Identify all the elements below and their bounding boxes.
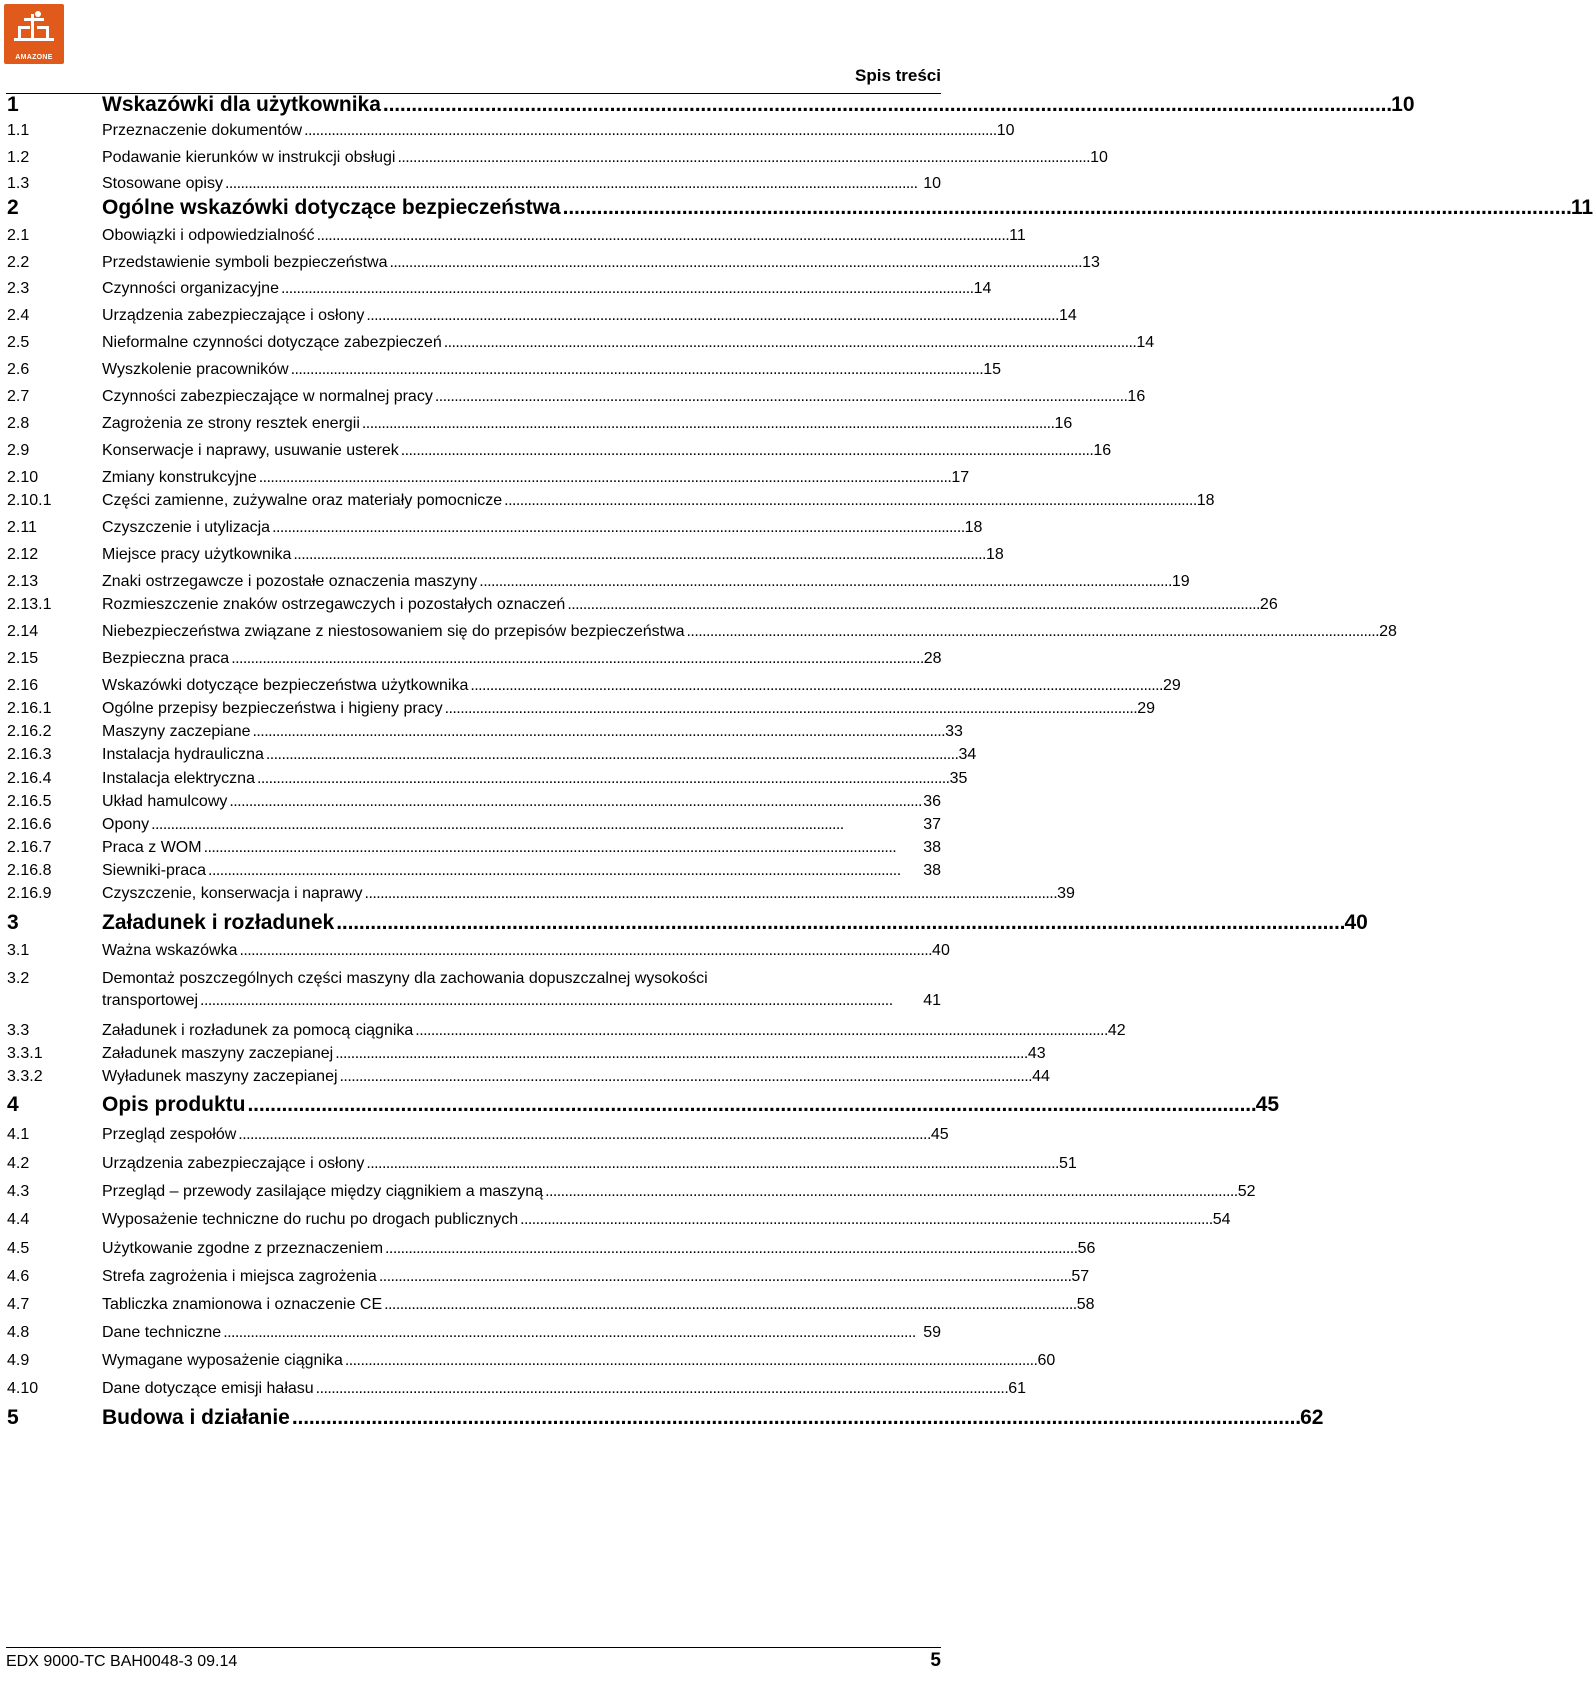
toc-entry-leader bbox=[340, 1066, 1031, 1088]
toc-entry-page: 11 bbox=[1009, 227, 1026, 244]
toc-entry-number: 2.4 bbox=[7, 307, 30, 324]
toc-entry-number: 2.6 bbox=[7, 361, 30, 378]
toc-entry-leader bbox=[204, 837, 922, 859]
toc-entry-leader bbox=[445, 698, 1136, 720]
toc-entry-number: 2.16.9 bbox=[7, 885, 52, 902]
toc-entry-number: 2.13 bbox=[7, 573, 39, 590]
toc-entry-title: Instalacja hydrauliczna bbox=[102, 746, 264, 763]
toc-entry-number: 4.8 bbox=[7, 1324, 30, 1341]
toc-entry-page: 41 bbox=[923, 992, 941, 1009]
toc-entry-page: 18 bbox=[964, 519, 983, 536]
toc-entry-number: 3.2 bbox=[7, 970, 30, 987]
toc-entry[interactable] bbox=[7, 386, 1146, 408]
toc-entry-page: 16 bbox=[1054, 415, 1073, 432]
footer-divider bbox=[6, 1647, 941, 1648]
toc-entry-leader bbox=[272, 517, 963, 539]
toc-entry-title: Załadunek maszyny zaczepianej bbox=[102, 1045, 334, 1062]
toc-entry-leader bbox=[259, 467, 950, 489]
toc-entry[interactable] bbox=[7, 1153, 1077, 1175]
toc-entry-number: 2.14 bbox=[7, 623, 39, 640]
toc-entry-title: Ważna wskazówka bbox=[102, 942, 238, 959]
toc-entry-number: 2.11 bbox=[7, 519, 37, 536]
toc-entry-title: Czyszczenie, konserwacja i naprawy bbox=[102, 885, 363, 902]
toc-entry[interactable] bbox=[7, 648, 941, 670]
toc-entry-title: Miejsce pracy użytkownika bbox=[102, 546, 292, 563]
toc-entry-page: 35 bbox=[949, 770, 968, 787]
toc-entry-page: 28 bbox=[1379, 623, 1397, 640]
toc-entry[interactable] bbox=[7, 594, 1278, 616]
toc-entry-leader bbox=[336, 912, 1342, 934]
toc-entry-number: 1.1 bbox=[7, 122, 30, 139]
toc-entry-title: Tabliczka znamionowa i oznaczenie CE bbox=[102, 1296, 383, 1313]
toc-entry[interactable] bbox=[7, 1294, 1095, 1316]
toc-entry-title: Siewniki-praca bbox=[102, 862, 207, 879]
toc-entry-leader bbox=[200, 990, 921, 1012]
toc-entry-page: 39 bbox=[1057, 885, 1075, 902]
toc-entry[interactable] bbox=[7, 1093, 1280, 1116]
toc-entry-leader bbox=[304, 120, 995, 142]
toc-entry-leader bbox=[401, 440, 1092, 462]
toc-entry-title: Dane dotyczące emisji hałasu bbox=[102, 1380, 314, 1397]
toc-entry-leader bbox=[383, 94, 1389, 116]
toc-entry[interactable] bbox=[7, 940, 950, 962]
toc-entry[interactable] bbox=[7, 768, 968, 790]
toc-entry[interactable] bbox=[7, 571, 1190, 593]
toc-entry[interactable] bbox=[7, 517, 983, 539]
toc-entry-title: Wymagane wyposażenie ciągnika bbox=[102, 1352, 343, 1369]
toc-entry[interactable] bbox=[7, 413, 1073, 435]
toc-entry[interactable] bbox=[7, 621, 1397, 643]
toc-entry-number: 4.7 bbox=[7, 1296, 30, 1313]
toc-entry-page: 45 bbox=[930, 1126, 949, 1143]
toc-entry[interactable] bbox=[7, 1124, 949, 1146]
toc-entry-title: Zagrożenia ze strony resztek energii bbox=[102, 415, 360, 432]
toc-entry-title: Maszyny zaczepiane bbox=[102, 723, 251, 740]
toc-entry-number: 2.10.1 bbox=[7, 492, 52, 509]
toc-entry-page: 38 bbox=[923, 862, 941, 879]
toc-entry-leader bbox=[151, 814, 921, 836]
toc-entry-number: 2.15 bbox=[7, 650, 39, 667]
toc-entry-leader bbox=[385, 1238, 1076, 1260]
toc-entry-leader bbox=[239, 940, 930, 962]
toc-entry[interactable] bbox=[7, 860, 941, 882]
toc-entry-page: 37 bbox=[923, 816, 941, 833]
toc-entry-title: Opis produktu bbox=[102, 1093, 246, 1116]
toc-entry-page: 15 bbox=[983, 361, 1001, 378]
toc-entry-page: 13 bbox=[1082, 254, 1100, 271]
toc-entry-page: 38 bbox=[923, 839, 941, 856]
toc-entry-number: 1.3 bbox=[7, 175, 30, 192]
toc-entry-page: 11 bbox=[1570, 196, 1593, 219]
toc-entry-page: 29 bbox=[1137, 700, 1156, 717]
toc-entry[interactable] bbox=[7, 1378, 1027, 1400]
toc-entry-leader bbox=[281, 278, 972, 300]
toc-entry-title: Części zamienne, zużywalne oraz materiały pomocnicze bbox=[102, 492, 503, 509]
toc-entry-page: 14 bbox=[1058, 307, 1077, 324]
toc-entry[interactable] bbox=[7, 791, 941, 813]
toc-entry[interactable] bbox=[7, 911, 1368, 934]
toc-entry-leader bbox=[248, 1094, 1254, 1116]
toc-entry-title: Nieformalne czynności dotyczące zabezpieczeń bbox=[102, 334, 442, 351]
toc-entry[interactable] bbox=[7, 968, 941, 1012]
toc-entry-page: 56 bbox=[1077, 1240, 1096, 1257]
logo-text: AMAZONE bbox=[15, 54, 53, 61]
toc-entry-page: 16 bbox=[1093, 442, 1112, 459]
toc-entry-title: Czyszczenie i utylizacja bbox=[102, 519, 271, 536]
toc-entry-number: 2.16 bbox=[7, 677, 39, 694]
toc-entry-leader bbox=[316, 1378, 1007, 1400]
toc-entry-title: Urządzenia zabezpieczające i osłony bbox=[102, 1155, 365, 1172]
toc-entry-leader bbox=[479, 571, 1170, 593]
toc-entry-title: Ogólne przepisy bezpieczeństwa i higieny pracy bbox=[102, 700, 443, 717]
toc-entry[interactable] bbox=[7, 1406, 1324, 1429]
toc-entry-title: Instalacja elektryczna bbox=[102, 770, 255, 787]
toc-entry-title: Urządzenia zabezpieczające i osłony bbox=[102, 307, 365, 324]
toc-entry-title-continued: transportowej bbox=[102, 992, 199, 1009]
toc-entry-title: Ogólne wskazówki dotyczące bezpieczeństwa bbox=[102, 196, 561, 219]
toc-entry-page: 16 bbox=[1127, 388, 1146, 405]
toc-entry-leader bbox=[567, 594, 1258, 616]
toc-entry-page: 57 bbox=[1071, 1268, 1090, 1285]
toc-entry-title: Przegląd zespołów bbox=[102, 1126, 237, 1143]
toc-entry-page: 58 bbox=[1076, 1296, 1095, 1313]
toc-entry-page: 28 bbox=[923, 650, 942, 667]
toc-entry-leader bbox=[317, 225, 1008, 247]
toc-entry-page: 14 bbox=[1136, 334, 1155, 351]
toc-entry-page: 60 bbox=[1037, 1352, 1056, 1369]
toc-entry[interactable] bbox=[7, 1181, 1256, 1203]
toc-entry-title: Opony bbox=[102, 816, 150, 833]
toc-entry-title: Układ hamulcowy bbox=[102, 793, 228, 810]
toc-entry-number: 4.3 bbox=[7, 1183, 30, 1200]
toc-entry-title: Zmiany konstrukcyjne bbox=[102, 469, 257, 486]
toc-entry-leader bbox=[444, 332, 1135, 354]
toc-entry-leader bbox=[365, 883, 1056, 905]
toc-entry-page: 10 bbox=[1391, 93, 1415, 116]
toc-entry-page: 10 bbox=[1090, 149, 1108, 166]
toc-entry-number: 2.16.8 bbox=[7, 862, 52, 879]
toc-entry[interactable] bbox=[7, 440, 1112, 462]
toc-entry-leader bbox=[253, 721, 944, 743]
amazone-logo bbox=[4, 4, 64, 64]
toc-entry-number: 4.2 bbox=[7, 1155, 30, 1172]
toc-entry-page: 51 bbox=[1058, 1155, 1077, 1172]
toc-entry-title: Znaki ostrzegawcze i pozostałe oznaczenia maszyny bbox=[102, 573, 478, 590]
toc-entry-leader bbox=[366, 305, 1057, 327]
toc-entry[interactable] bbox=[7, 305, 1077, 327]
toc-entry-number: 2.16.5 bbox=[7, 793, 52, 810]
toc-entry-title: Przedstawienie symboli bezpieczeństwa bbox=[102, 254, 388, 271]
footer-document-info: EDX 9000-TC BAH0048-3 09.14 bbox=[6, 1653, 238, 1670]
toc-entry-page: 43 bbox=[1027, 1045, 1046, 1062]
toc-entry-title: Użytkowanie zgodne z przeznaczeniem bbox=[102, 1240, 384, 1257]
toc-entry-leader bbox=[520, 1209, 1211, 1231]
toc-entry-leader bbox=[238, 1124, 929, 1146]
toc-entry-page: 62 bbox=[1300, 1406, 1324, 1429]
toc-entry[interactable] bbox=[7, 359, 1001, 381]
toc-entry-title: Wyszkolenie pracowników bbox=[102, 361, 289, 378]
toc-entry-title: Stosowane opisy bbox=[102, 175, 223, 192]
toc-entry-number: 3 bbox=[7, 911, 19, 934]
toc-entry-title: Demontaż poszczególnych części maszyny dla zachowania dopuszczalnej wysokości bbox=[102, 970, 708, 987]
toc-entry-number: 2.13.1 bbox=[7, 596, 52, 613]
toc-entry-page: 42 bbox=[1107, 1022, 1126, 1039]
toc-entry-title: Dane techniczne bbox=[102, 1324, 222, 1341]
toc-entry-title: Czynności organizacyjne bbox=[102, 280, 279, 297]
toc-entry-title: Podawanie kierunków w instrukcji obsługi bbox=[102, 149, 396, 166]
toc-entry[interactable] bbox=[7, 467, 970, 489]
toc-entry-leader bbox=[291, 359, 982, 381]
toc-entry-leader bbox=[470, 675, 1161, 697]
toc-entry-number: 1 bbox=[7, 93, 19, 116]
toc-entry[interactable] bbox=[7, 1350, 1056, 1372]
toc-entry-leader bbox=[292, 1407, 1298, 1429]
toc-entry[interactable] bbox=[7, 1238, 1096, 1260]
toc-entry-number: 4 bbox=[7, 1093, 19, 1116]
toc-entry-leader bbox=[687, 621, 1378, 643]
toc-entry-page: 17 bbox=[951, 469, 970, 486]
toc-entry-leader bbox=[397, 147, 1088, 169]
toc-entry-number: 4.6 bbox=[7, 1268, 30, 1285]
toc-entry[interactable] bbox=[7, 120, 1015, 142]
toc-entry-title: Przeznaczenie dokumentów bbox=[102, 122, 303, 139]
toc-entry-title: Bezpieczna praca bbox=[102, 650, 230, 667]
toc-entry-leader bbox=[225, 173, 921, 195]
toc-entry-page: 19 bbox=[1171, 573, 1190, 590]
toc-entry[interactable] bbox=[7, 93, 1415, 116]
toc-entry[interactable] bbox=[7, 225, 1026, 247]
toc-entry-number: 2.16.4 bbox=[7, 770, 52, 787]
toc-entry-page: 14 bbox=[973, 280, 992, 297]
toc-entry-leader bbox=[208, 860, 921, 882]
toc-entry-title: Obowiązki i odpowiedzialność bbox=[102, 227, 315, 244]
toc-entry-title: Rozmieszczenie znaków ostrzegawczych i pozostałych oznaczeń bbox=[102, 596, 566, 613]
toc-entry-number: 2.12 bbox=[7, 546, 39, 563]
toc-entry-title: Strefa zagrożenia i miejsca zagrożenia bbox=[102, 1268, 377, 1285]
toc-entry-leader bbox=[266, 744, 957, 766]
toc-entry-page: 10 bbox=[923, 175, 941, 192]
toc-entry[interactable] bbox=[7, 544, 1004, 566]
toc-entry-title: Wskazówki dotyczące bezpieczeństwa użytkownika bbox=[102, 677, 469, 694]
toc-entry-page: 18 bbox=[986, 546, 1004, 563]
toc-entry-number: 4.4 bbox=[7, 1211, 30, 1228]
toc-entry-leader bbox=[231, 648, 922, 670]
toc-entry-number: 1.2 bbox=[7, 149, 30, 166]
toc-entry-title: Czynności zabezpieczające w normalnej pracy bbox=[102, 388, 433, 405]
toc-entry-leader bbox=[389, 252, 1080, 274]
toc-entry-leader bbox=[379, 1266, 1070, 1288]
toc-entry-title: Załadunek i rozładunek bbox=[102, 911, 335, 934]
toc-entry[interactable] bbox=[7, 1322, 941, 1344]
toc-entry-number: 2.16.6 bbox=[7, 816, 52, 833]
toc-entry-page: 45 bbox=[1255, 1093, 1280, 1116]
toc-entry-page: 10 bbox=[996, 122, 1015, 139]
toc-entry-number: 3.3.1 bbox=[7, 1045, 43, 1062]
toc-entry-leader bbox=[229, 791, 921, 813]
toc-entry[interactable] bbox=[7, 744, 977, 766]
toc-entry-leader bbox=[504, 490, 1195, 512]
toc-entry-number: 2.16.1 bbox=[7, 700, 52, 717]
toc-entry-leader bbox=[563, 197, 1569, 219]
toc-entry-page: 44 bbox=[1032, 1068, 1050, 1085]
toc-entry-leader bbox=[435, 386, 1126, 408]
toc-entry-title: Wyposażenie techniczne do ruchu po drogach publicznych bbox=[102, 1211, 519, 1228]
toc-entry-number: 4.5 bbox=[7, 1240, 30, 1257]
toc-entry-number: 2.2 bbox=[7, 254, 30, 271]
toc-entry-title: Wskazówki dla użytkownika bbox=[102, 93, 381, 116]
toc-entry-title: Załadunek i rozładunek za pomocą ciągnika bbox=[102, 1022, 414, 1039]
toc-entry-title: Niebezpieczeństwa związane z niestosowaniem się do przepisów bezpieczeństwa bbox=[102, 623, 685, 640]
toc-entry[interactable] bbox=[7, 675, 1181, 697]
toc-entry[interactable] bbox=[7, 196, 1593, 219]
footer-page-number: 5 bbox=[930, 1650, 941, 1671]
toc-entry-number: 2.5 bbox=[7, 334, 30, 351]
toc-entry[interactable] bbox=[7, 1020, 1126, 1042]
toc-entry-number: 2 bbox=[7, 196, 19, 219]
toc-entry-number: 2.8 bbox=[7, 415, 30, 432]
toc-entry-page: 36 bbox=[923, 793, 941, 810]
toc-entry[interactable] bbox=[7, 173, 941, 195]
toc-entry-title: Budowa i działanie bbox=[102, 1406, 290, 1429]
toc-entry[interactable] bbox=[7, 1043, 1046, 1065]
toc-entry[interactable] bbox=[7, 490, 1215, 512]
toc-entry-number: 2.3 bbox=[7, 280, 30, 297]
toc-entry-page: 61 bbox=[1008, 1380, 1027, 1397]
toc-entry-page: 26 bbox=[1259, 596, 1278, 613]
toc-entry-page: 54 bbox=[1212, 1211, 1231, 1228]
toc-entry-leader bbox=[223, 1322, 921, 1344]
toc-entry-number: 4.1 bbox=[7, 1126, 30, 1143]
toc-entry[interactable] bbox=[7, 698, 1156, 720]
toc-entry-number: 2.16.7 bbox=[7, 839, 52, 856]
toc-entry-page: 40 bbox=[932, 942, 950, 959]
toc-entry-title: Praca z WOM bbox=[102, 839, 202, 856]
page-section-title: Spis treści bbox=[855, 66, 941, 85]
toc-entry-number: 3.1 bbox=[7, 942, 30, 959]
toc-entry-page: 52 bbox=[1237, 1183, 1256, 1200]
toc-entry-leader bbox=[293, 544, 984, 566]
toc-entry[interactable] bbox=[7, 1066, 1050, 1088]
toc-entry[interactable] bbox=[7, 1209, 1231, 1231]
toc-entry-page: 33 bbox=[945, 723, 963, 740]
toc-entry[interactable] bbox=[7, 883, 1075, 905]
toc-entry-title: Konserwacje i naprawy, usuwanie usterek bbox=[102, 442, 399, 459]
toc-entry[interactable] bbox=[7, 721, 963, 743]
toc-entry-leader bbox=[257, 768, 948, 790]
toc-entry-page: 34 bbox=[958, 746, 977, 763]
toc-entry-leader bbox=[415, 1020, 1106, 1042]
toc-entry-leader bbox=[345, 1350, 1036, 1372]
toc-entry-number: 3.3 bbox=[7, 1022, 30, 1039]
toc-entry-leader bbox=[335, 1043, 1026, 1065]
toc-entry-number: 3.3.2 bbox=[7, 1068, 43, 1085]
toc-entry[interactable] bbox=[7, 837, 941, 859]
toc-entry-leader bbox=[384, 1294, 1075, 1316]
toc-entry-number: 2.7 bbox=[7, 388, 30, 405]
toc-entry[interactable] bbox=[7, 147, 1108, 169]
toc-entry-leader bbox=[362, 413, 1053, 435]
toc-entry[interactable] bbox=[7, 814, 941, 836]
toc-entry-leader bbox=[545, 1181, 1236, 1203]
toc-entry[interactable] bbox=[7, 252, 1100, 274]
toc-entry-page: 40 bbox=[1344, 911, 1368, 934]
toc-entry-number: 4.10 bbox=[7, 1380, 39, 1397]
toc-entry-page: 59 bbox=[923, 1324, 941, 1341]
toc-entry-number: 2.16.3 bbox=[7, 746, 52, 763]
toc-entry-leader bbox=[366, 1153, 1057, 1175]
toc-entry-page: 18 bbox=[1196, 492, 1215, 509]
toc-entry[interactable] bbox=[7, 1266, 1090, 1288]
toc-entry[interactable] bbox=[7, 278, 992, 300]
toc-entry-number: 2.16.2 bbox=[7, 723, 52, 740]
toc-entry-number: 2.9 bbox=[7, 442, 30, 459]
toc-entry-page: 29 bbox=[1162, 677, 1181, 694]
toc-entry-number: 2.10 bbox=[7, 469, 39, 486]
toc-entry-number: 2.1 bbox=[7, 227, 30, 244]
toc-entry-number: 5 bbox=[7, 1406, 19, 1429]
toc-entry-title: Wyładunek maszyny zaczepianej bbox=[102, 1068, 338, 1085]
toc-entry[interactable] bbox=[7, 332, 1155, 354]
toc-entry-number: 4.9 bbox=[7, 1352, 30, 1369]
toc-entry-title: Przegląd – przewody zasilające między ciągnikiem a maszyną bbox=[102, 1183, 544, 1200]
